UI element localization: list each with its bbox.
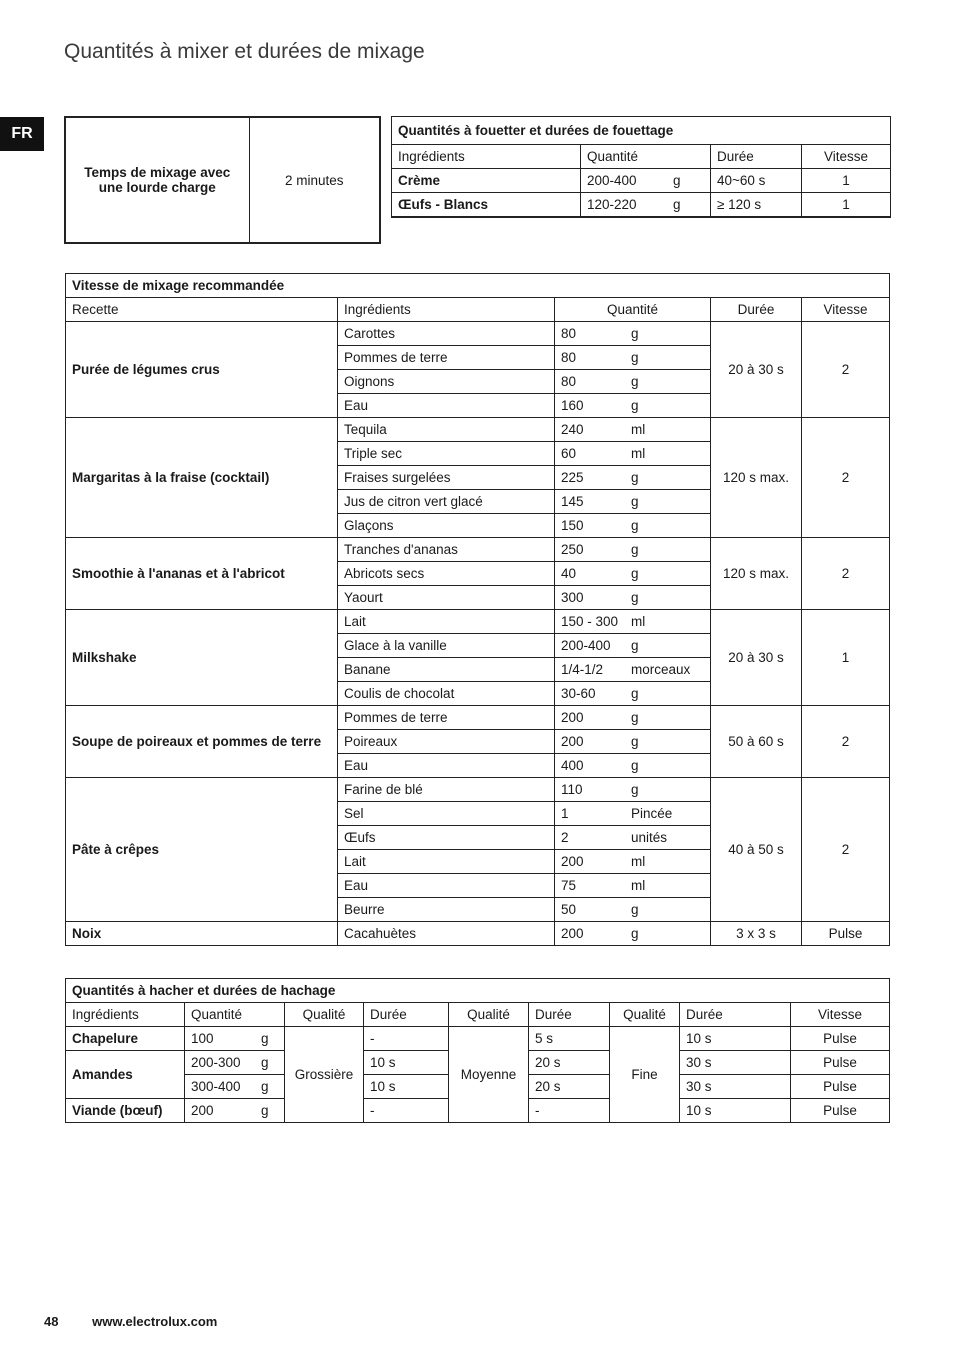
ingredient: Triple sec (338, 442, 555, 466)
table-row (66, 322, 890, 346)
recipe-name: Soupe de poireaux et pommes de terre (66, 706, 338, 778)
blend-title: Vitesse de mixage recommandée (66, 274, 890, 298)
whisk-speed: 1 (802, 169, 891, 193)
quantity: 110 g (555, 778, 711, 802)
quantity: 80 g (555, 346, 711, 370)
quality: Grossière (285, 1027, 364, 1123)
quantity: 75 ml (555, 874, 711, 898)
chop-header: Vitesse (791, 1003, 890, 1027)
ingredient: Abricots secs (338, 562, 555, 586)
duration: 40 à 50 s (711, 778, 802, 922)
duration: 20 à 30 s (711, 610, 802, 706)
whisk-ingredient: Œufs - Blancs (392, 193, 581, 218)
quantity: 160 g (555, 394, 711, 418)
quantity: 200 g (185, 1099, 285, 1123)
quantity: 300 g (555, 586, 711, 610)
chop-header: Qualité (285, 1003, 364, 1027)
ingredient: Cacahuètes (338, 922, 555, 946)
quantity: 1 Pincée (555, 802, 711, 826)
chop-table (65, 978, 890, 1123)
blend-header: Durée (711, 298, 802, 322)
whisk-quantity: 200-400 g (581, 169, 711, 193)
ingredient: Fraises surgelées (338, 466, 555, 490)
quantity: 80 g (555, 370, 711, 394)
table-row (392, 193, 891, 218)
recipe-name: Pâte à crêpes (66, 778, 338, 922)
duration: 10 s (364, 1051, 449, 1075)
quantity: 200 g (555, 922, 711, 946)
recipe-name: Milkshake (66, 610, 338, 706)
recipe-name: Noix (66, 922, 338, 946)
whisk-header: Quantité (581, 145, 711, 169)
ingredient: Amandes (66, 1051, 185, 1099)
ingredient: Lait (338, 610, 555, 634)
ingredient: Tranches d'ananas (338, 538, 555, 562)
ingredient: Banane (338, 658, 555, 682)
recipe-name: Purée de légumes crus (66, 322, 338, 418)
table-row (392, 169, 891, 193)
table-row (66, 610, 890, 634)
quantity: 200 g (555, 706, 711, 730)
quantity: 200-300 g (185, 1051, 285, 1075)
blend-header: Quantité (555, 298, 711, 322)
quantity: 40 g (555, 562, 711, 586)
speed: Pulse (791, 1075, 890, 1099)
duration: - (364, 1099, 449, 1123)
speed: Pulse (802, 922, 890, 946)
table-row (66, 706, 890, 730)
quantity: 250 g (555, 538, 711, 562)
quantity: 225 g (555, 466, 711, 490)
duration: 20 s (529, 1051, 610, 1075)
quantity: 240 ml (555, 418, 711, 442)
duration: 20 s (529, 1075, 610, 1099)
quantity: 145 g (555, 490, 711, 514)
whisk-header: Ingrédients (392, 145, 581, 169)
ingredient: Œufs (338, 826, 555, 850)
heavy-load-label: Temps de mixage avec une lourde charge (65, 117, 249, 243)
chop-header: Quantité (185, 1003, 285, 1027)
quantity: 1/4-1/2 morceaux (555, 658, 711, 682)
ingredient: Oignons (338, 370, 555, 394)
language-tab: FR (0, 117, 44, 151)
duration: 30 s (680, 1075, 791, 1099)
whisk-ingredient: Crème (392, 169, 581, 193)
duration: 10 s (680, 1099, 791, 1123)
chop-title: Quantités à hacher et durées de hachage (66, 979, 890, 1003)
whisk-header: Durée (711, 145, 802, 169)
whisk-table (391, 116, 891, 218)
ingredient: Pommes de terre (338, 706, 555, 730)
quantity: 2 unités (555, 826, 711, 850)
speed: Pulse (791, 1051, 890, 1075)
quantity: 100 g (185, 1027, 285, 1051)
ingredient: Yaourt (338, 586, 555, 610)
ingredient: Tequila (338, 418, 555, 442)
ingredient: Farine de blé (338, 778, 555, 802)
quantity: 400 g (555, 754, 711, 778)
ingredient: Glace à la vanille (338, 634, 555, 658)
recipe-name: Smoothie à l'ananas et à l'abricot (66, 538, 338, 610)
quantity: 200 g (555, 730, 711, 754)
ingredient: Beurre (338, 898, 555, 922)
ingredient: Pommes de terre (338, 346, 555, 370)
speed: 2 (802, 418, 890, 538)
quantity: 200 ml (555, 850, 711, 874)
blend-header: Vitesse (802, 298, 890, 322)
heavy-load-table (64, 116, 381, 244)
duration: 10 s (680, 1027, 791, 1051)
whisk-header: Vitesse (802, 145, 891, 169)
whisk-quantity: 120-220 g (581, 193, 711, 218)
duration: 3 x 3 s (711, 922, 802, 946)
table-row (66, 538, 890, 562)
speed: 2 (802, 322, 890, 418)
chop-header: Qualité (610, 1003, 680, 1027)
heavy-load-value: 2 minutes (249, 117, 380, 243)
whisk-title: Quantités à fouetter et durées de fouettage (392, 117, 891, 145)
whisk-duration: ≥ 120 s (711, 193, 802, 218)
duration: 120 s max. (711, 418, 802, 538)
whisk-duration: 40~60 s (711, 169, 802, 193)
quantity: 80 g (555, 322, 711, 346)
quantity: 200-400 g (555, 634, 711, 658)
duration: - (529, 1099, 610, 1123)
speed: Pulse (791, 1027, 890, 1051)
ingredient: Chapelure (66, 1027, 185, 1051)
ingredient: Sel (338, 802, 555, 826)
speed: 1 (802, 610, 890, 706)
page-number: 48 (44, 1314, 59, 1329)
speed: 2 (802, 538, 890, 610)
quantity: 50 g (555, 898, 711, 922)
quality: Moyenne (449, 1027, 529, 1123)
ingredient: Poireaux (338, 730, 555, 754)
table-row (66, 922, 890, 946)
table-row (66, 1027, 890, 1051)
duration: - (364, 1027, 449, 1051)
table-row (66, 418, 890, 442)
speed: 2 (802, 778, 890, 922)
ingredient: Eau (338, 394, 555, 418)
chop-header: Qualité (449, 1003, 529, 1027)
whisk-speed: 1 (802, 193, 891, 218)
ingredient: Glaçons (338, 514, 555, 538)
quantity: 150 g (555, 514, 711, 538)
ingredient: Jus de citron vert glacé (338, 490, 555, 514)
duration: 50 à 60 s (711, 706, 802, 778)
blend-header: Ingrédients (338, 298, 555, 322)
chop-header: Durée (529, 1003, 610, 1027)
ingredient: Eau (338, 754, 555, 778)
quantity: 60 ml (555, 442, 711, 466)
speed: Pulse (791, 1099, 890, 1123)
duration: 20 à 30 s (711, 322, 802, 418)
duration: 30 s (680, 1051, 791, 1075)
recipe-name: Margaritas à la fraise (cocktail) (66, 418, 338, 538)
footer (44, 1314, 217, 1329)
ingredient: Eau (338, 874, 555, 898)
ingredient: Lait (338, 850, 555, 874)
ingredient: Coulis de chocolat (338, 682, 555, 706)
duration: 5 s (529, 1027, 610, 1051)
duration: 10 s (364, 1075, 449, 1099)
quality: Fine (610, 1027, 680, 1123)
table-row (66, 778, 890, 802)
quantity: 30-60 g (555, 682, 711, 706)
blend-header: Recette (66, 298, 338, 322)
speed: 2 (802, 706, 890, 778)
blend-table (65, 273, 890, 946)
ingredient: Viande (bœuf) (66, 1099, 185, 1123)
footer-url[interactable]: www.electrolux.com (92, 1314, 218, 1329)
duration: 120 s max. (711, 538, 802, 610)
page-title: Quantités à mixer et durées de mixage (64, 40, 425, 63)
ingredient: Carottes (338, 322, 555, 346)
quantity: 150 - 300 ml (555, 610, 711, 634)
chop-header: Ingrédients (66, 1003, 185, 1027)
chop-header: Durée (364, 1003, 449, 1027)
quantity: 300-400 g (185, 1075, 285, 1099)
chop-header: Durée (680, 1003, 791, 1027)
